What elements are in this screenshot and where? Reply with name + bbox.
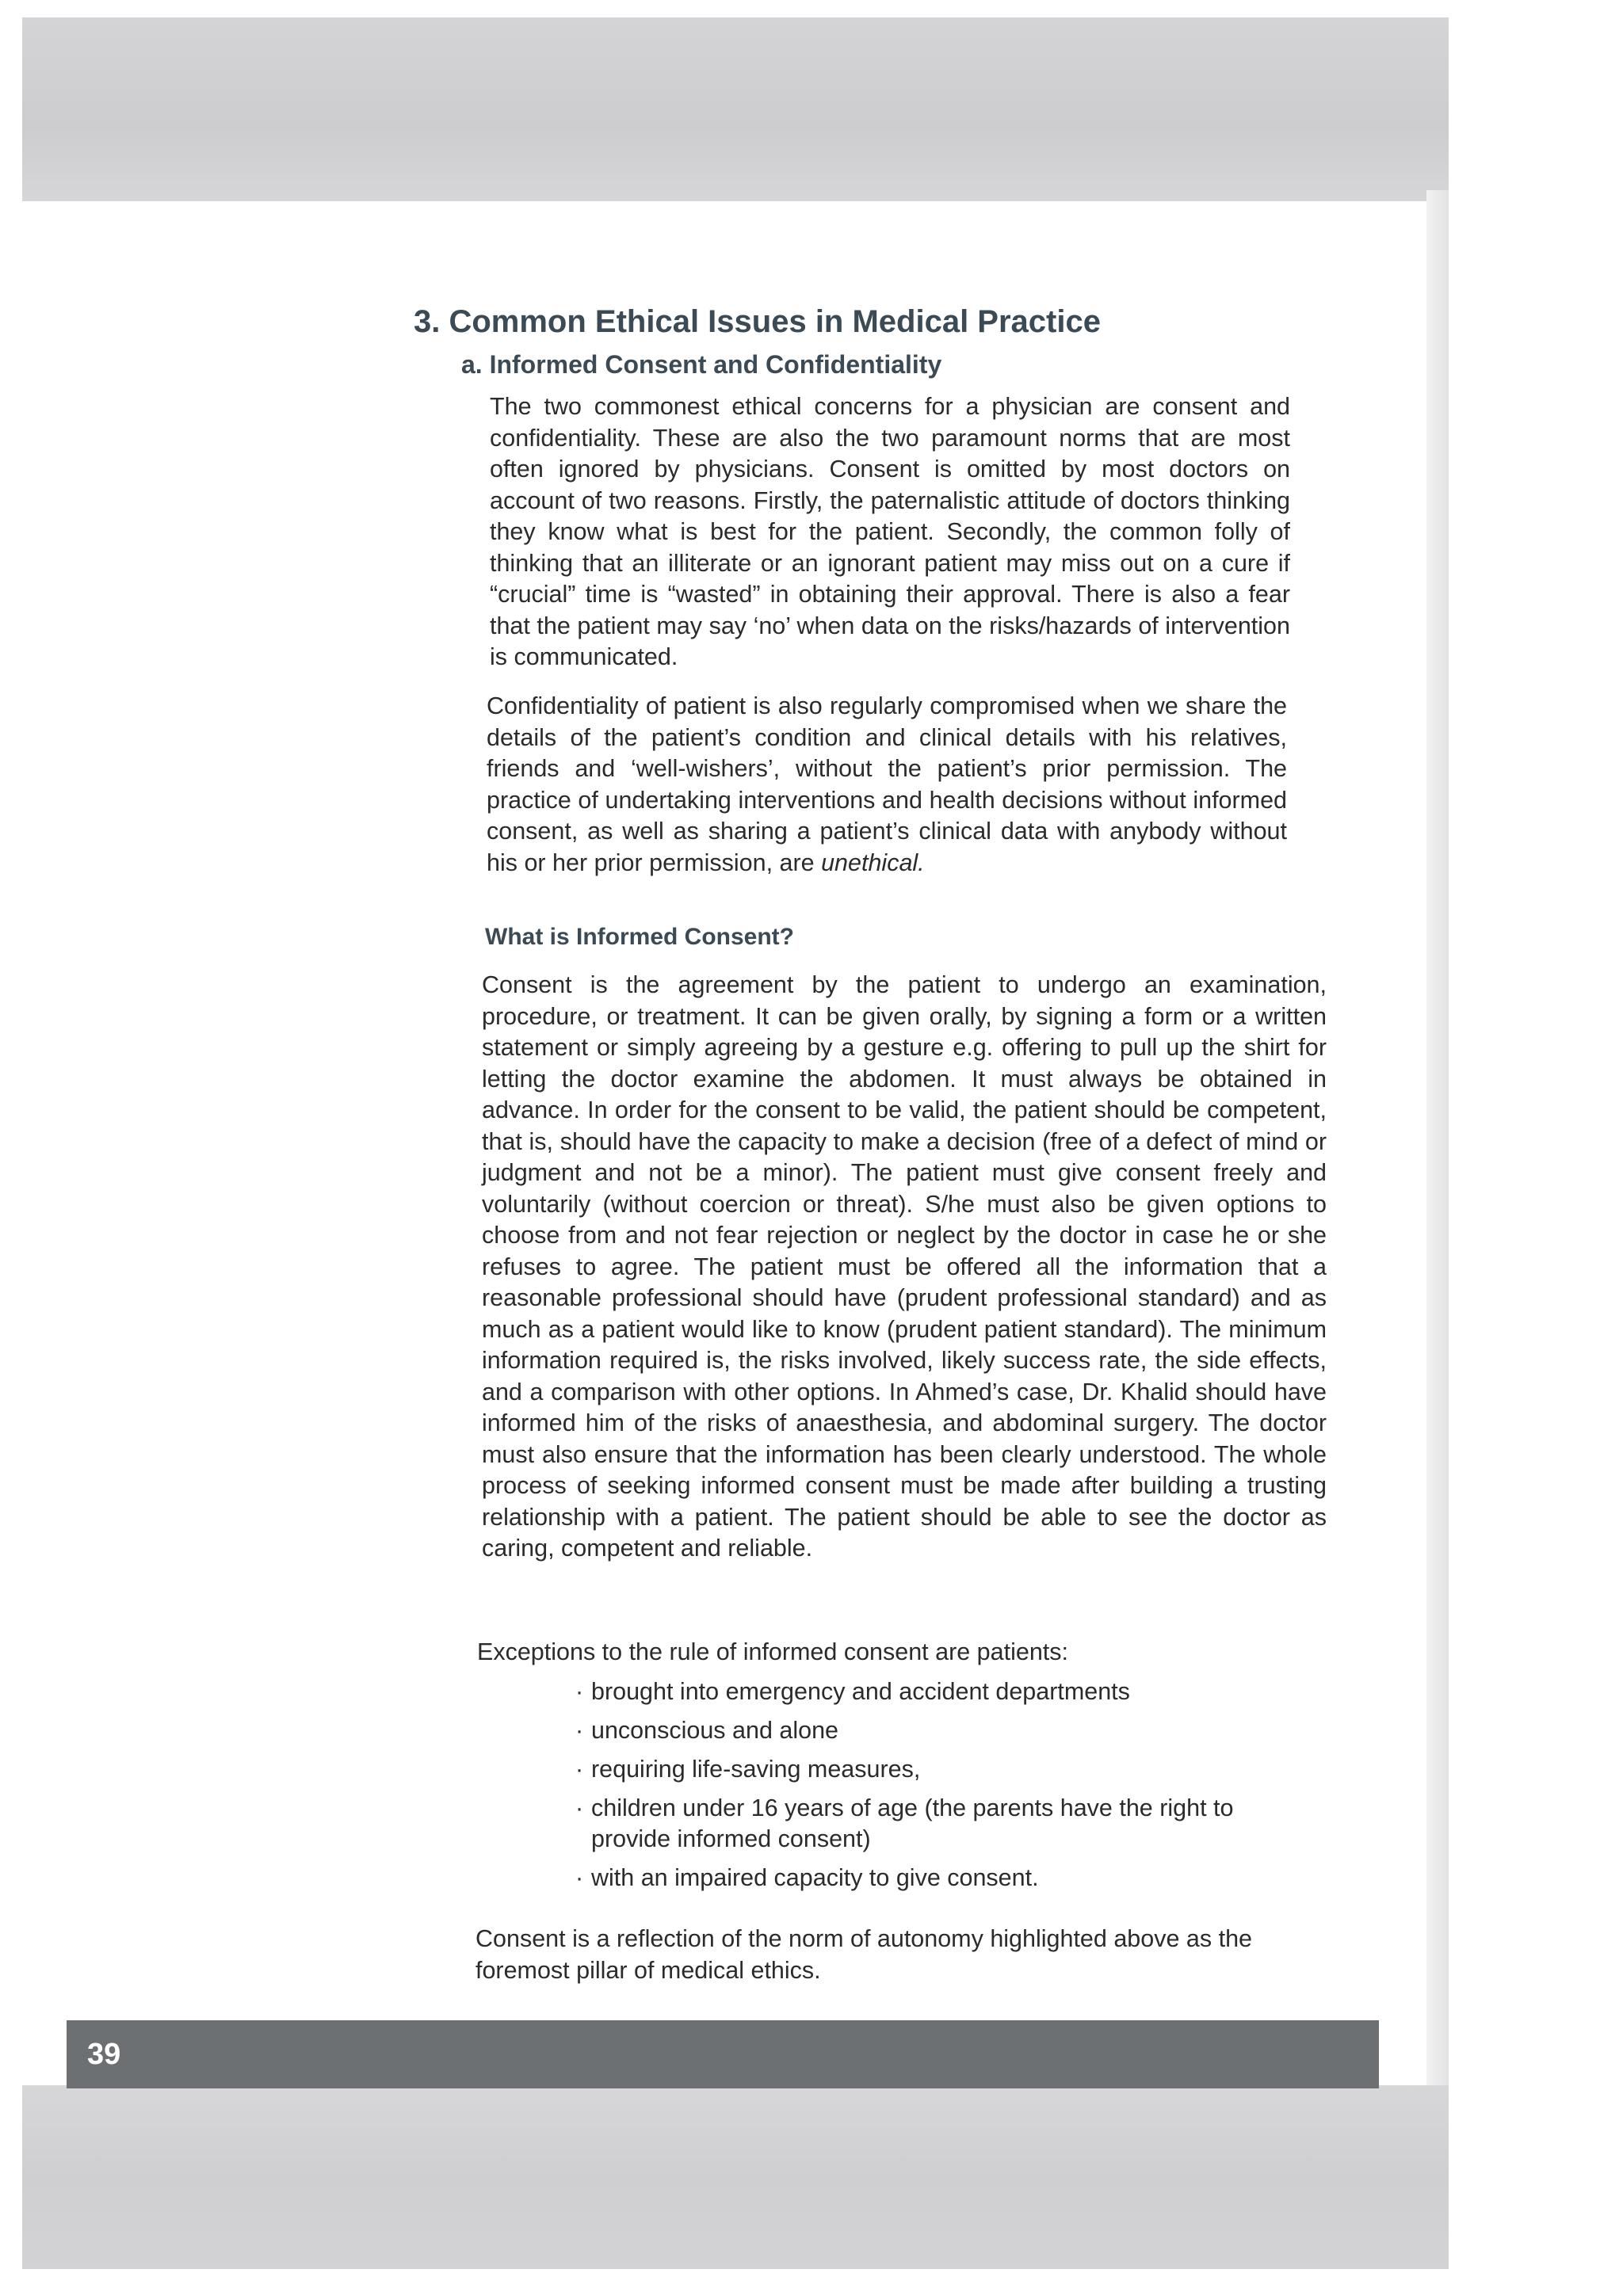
informed-consent-heading: What is Informed Consent? (485, 924, 794, 950)
footer-bar (67, 2020, 1379, 2088)
list-item (575, 1863, 1312, 1894)
paragraph-consent-confidentiality: The two commonest ethical concerns for a physician are consent and confidentiality. These are also the two paramount norms that are most often ignored by physicians. Consent is omitted by most doctors on account of two reasons. Firstly, the paternalistic attitude of doctors thinking they know what is best for the patient. Secondly, the common folly of thinking that an illiterate or an ignorant patient may miss out on a cure if “crucial” time is “wasted” in obtaining their approval. There is also a fear that the patient may say ‘no’ when data on the risks/hazards of intervention is communicated. (490, 393, 1290, 670)
list-item (575, 1715, 1312, 1746)
informed-consent-paragraph: Consent is the agreement by the patient to undergo an examination, procedure, or treatment. It can be given orally, by signing a form or a written statement or simply agreeing by a gesture e.g. offering to pull up the shirt for letting the doctor examine the abdomen. It must always be obtained in advance. In order for the consent to be valid, the patient should be competent, that is, should have the capacity to make a decision (free of a defect of mind or judgment and not be a minor). The patient must give consent freely and voluntarily (without coercion or threat). S/he must also be given options to choose from and not fear rejection or neglect by the doctor in case he or she refuses to agree. The patient must be offered all the information that a reasonable professional should have (prudent professional standard) and as much as a patient would like to know (prudent patient standard). The minimum information required is, the risks involved, likely success rate, the side effects, and a comparison with other options. In Ahmed’s case, Dr. Khalid should have informed him of the risks of anaesthesia, and abdominal surgery. The doctor must also ensure that the information has been clearly understood. The whole process of seeking informed consent must be made after building a trusting relationship with a patient. The patient should be able to see the doctor as caring, competent and reliable. (482, 971, 1327, 1562)
section-title: 3. Common Ethical Issues in Medical Practice (414, 304, 1101, 339)
list-item (575, 1754, 1312, 1785)
list-item-text: unconscious and alone (591, 1717, 839, 1744)
paragraph-confidentiality-text: Confidentiality of patient is also regularly compromised when we share the details of the patient’s condition and clinical details with his relatives, friends and ‘well-wishers’, without the patient’s prior permission. The practice of undertaking interventions and health decisions without informed consent, as well as sharing a patient’s clinical data with anybody without his or her prior permission, are (487, 692, 1287, 876)
list-item-text: with an impaired capacity to give consent. (591, 1864, 1039, 1891)
page-number: 39 (87, 2038, 121, 2071)
bullet-icon: · (575, 1717, 584, 1744)
paragraph-confidentiality (487, 691, 1287, 879)
bullet-icon: · (575, 1678, 584, 1705)
book-page (36, 201, 1426, 2085)
bullet-icon: · (575, 1794, 584, 1821)
scanner-margin-bottom (22, 2085, 1449, 2269)
bullet-icon: · (575, 1864, 584, 1891)
list-item (575, 1793, 1312, 1855)
paragraph-confidentiality-emphasis: unethical. (821, 849, 925, 876)
exceptions-intro: Exceptions to the rule of informed consent are patients: (477, 1638, 1068, 1665)
list-item-text: brought into emergency and accident departments (591, 1678, 1130, 1705)
closing-paragraph: Consent is a reflection of the norm of autonomy highlighted above as the foremost pillar of medical ethics. (475, 1925, 1252, 1984)
bullet-icon: · (575, 1756, 584, 1783)
subsection-title: a. Informed Consent and Confidentiality (461, 350, 942, 379)
list-item-text: children under 16 years of age (the parents have the right to provide informed consent) (591, 1794, 1234, 1852)
exceptions-list (575, 1676, 1312, 1901)
list-item (575, 1676, 1312, 1707)
list-item-text: requiring life-saving measures, (591, 1756, 921, 1783)
scanner-margin-top (22, 17, 1449, 201)
scanner-margin-right (1426, 190, 1449, 2092)
